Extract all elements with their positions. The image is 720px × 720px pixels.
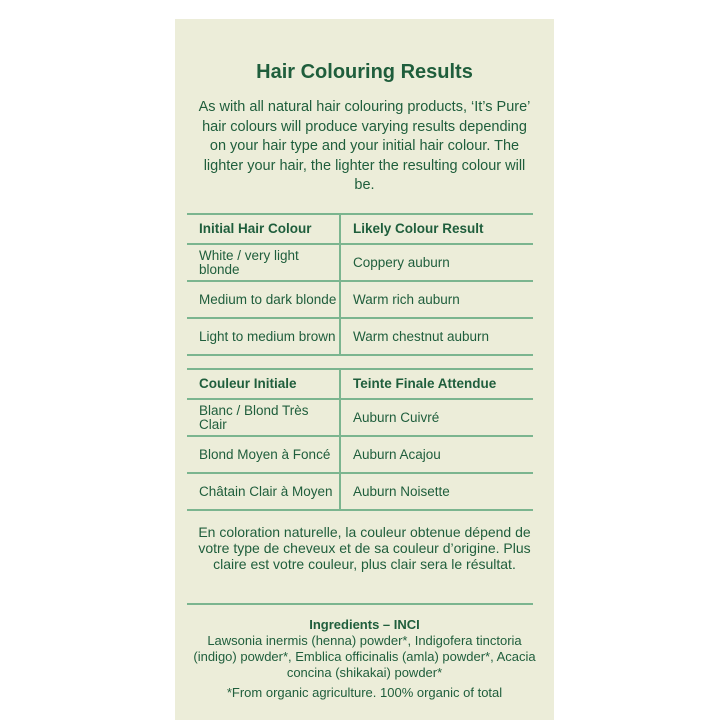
table-cell: Warm chestnut auburn [340,318,533,355]
page-title: Hair Colouring Results [256,61,473,83]
table-cell: White / very light blonde [187,244,340,281]
table-cell: Blanc / Blond Très Clair [187,399,340,436]
section-divider [187,603,533,605]
results-table-en [187,213,533,356]
table-cell: Light to medium brown [187,318,340,355]
table-row [187,281,533,318]
table-row [187,318,533,355]
intro-text: As with all natural hair colouring products, ‘It’s Pure’ hair colours will produce varying results depending on your hair type and your initial hair colour. The lighter your hair, the lighter the resulting colour will be. [198,99,531,193]
organic-footnote: *From organic agriculture. 100% organic of total [226,685,503,700]
table-cell: Châtain Clair à Moyen [187,473,340,510]
table-row [187,399,533,436]
table-header-row [187,214,533,244]
table-cell: Coppery auburn [340,244,533,281]
table-cell: Auburn Cuivré [340,399,533,436]
header-initial-colour: Initial Hair Colour [187,214,340,244]
ingredients-section [189,617,540,681]
french-explanation: En coloration naturelle, la couleur obtenue dépend de votre type de cheveux et de sa couleur d’origine. Plus claire est votre couleur, plus clair sera le résultat. [198,524,531,572]
header-likely-result: Likely Colour Result [340,214,533,244]
ingredients-heading: Ingredients – INCI [309,617,420,632]
table-cell: Auburn Noisette [340,473,533,510]
header-couleur-initiale: Couleur Initiale [187,369,340,399]
table-row [187,436,533,473]
label-panel [175,19,554,720]
header-teinte-finale: Teinte Finale Attendue [340,369,533,399]
table-cell: Auburn Acajou [340,436,533,473]
table-header-row [187,369,533,399]
table-cell: Warm rich auburn [340,281,533,318]
table-cell: Blond Moyen à Foncé [187,436,340,473]
ingredients-text: Lawsonia inermis (henna) powder*, Indigofera tinctoria (indigo) powder*, Emblica officinalis (amla) powder*, Acacia concina (shikakai) powder* [193,633,536,680]
table-row [187,473,533,510]
table-row [187,244,533,281]
table-cell: Medium to dark blonde [187,281,340,318]
results-table-fr [187,368,533,511]
